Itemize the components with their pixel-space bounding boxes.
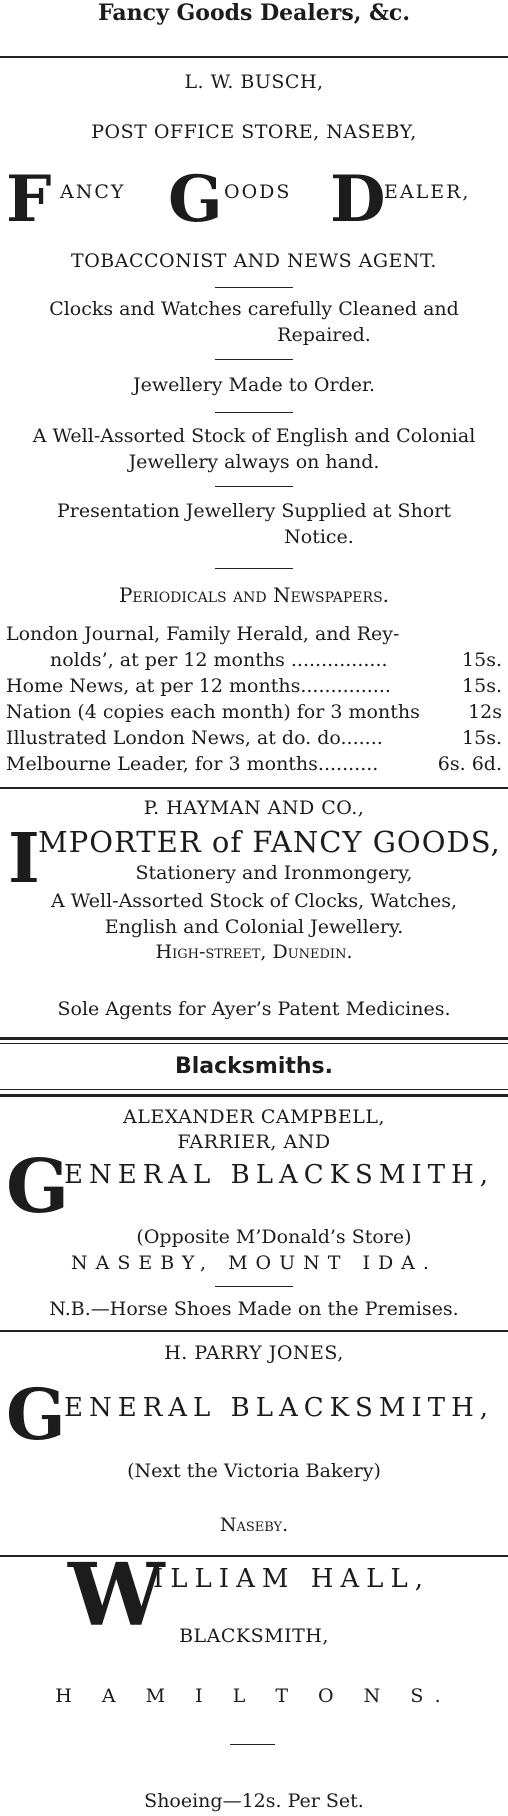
title-fragment: ANCY (60, 181, 126, 203)
advert-text: Notice. (284, 526, 354, 548)
advert-price: Shoeing—12s. Per Set. (144, 1790, 364, 1812)
advert-town: Naseby. (219, 1514, 289, 1536)
short-divider (230, 1744, 275, 1745)
advert-title: MPORTER of FANCY GOODS, (38, 825, 501, 859)
advert-text: Clocks and Watches carefully Cleaned and (49, 298, 459, 320)
price-line (50, 649, 502, 671)
short-divider (215, 568, 293, 569)
advert-title: ENERAL BLACKSMITH, (64, 1160, 495, 1190)
advert-town: H A M I L T O N S. (55, 1685, 453, 1707)
decorative-initial-g: G (6, 1373, 66, 1456)
divider (0, 787, 508, 789)
decorative-initial-i: I (8, 819, 40, 899)
advert-text: English and Colonial Jewellery. (104, 916, 404, 938)
advert-title: ILLIAM HALL, (153, 1564, 430, 1594)
price-value: 15s. (462, 675, 502, 697)
advertiser-name: ALEXANDER CAMPBELL, (123, 1106, 385, 1128)
double-divider-top (0, 1037, 508, 1040)
price-item: Nation (4 copies each month) for 3 months (6, 701, 420, 723)
advertiser-address: POST OFFICE STORE, NASEBY, (91, 121, 417, 143)
advertiser-name: L. W. BUSCH, (184, 71, 324, 93)
double-divider-top (0, 1089, 508, 1090)
price-value: 15s. (462, 649, 502, 671)
advert-text: FARRIER, AND (177, 1131, 331, 1153)
decorative-initial-w: W (68, 1545, 165, 1646)
price-item: nolds’, at per 12 months ................ (50, 649, 388, 671)
advert-subtitle: TOBACCONIST AND NEWS AGENT. (71, 250, 437, 272)
price-line (6, 753, 502, 775)
price-line (6, 623, 502, 645)
price-value: 12s (468, 701, 502, 723)
price-item: London Journal, Family Herald, and Rey- (6, 623, 400, 645)
section-header-fancy-goods: Fancy Goods Dealers, &c. (98, 0, 410, 26)
price-item: Melbourne Leader, for 3 months.......... (6, 753, 379, 775)
short-divider (215, 359, 293, 360)
advertiser-name: H. PARRY JONES, (164, 1342, 344, 1364)
advert-text: Jewellery always on hand. (128, 451, 380, 473)
advert-trade: BLACKSMITH, (179, 1625, 329, 1647)
advert-note: N.B.—Horse Shoes Made on the Premises. (49, 1298, 459, 1320)
title-fragment: OODS (224, 181, 292, 203)
advert-location: NASEBY, MOUNT IDA. (71, 1252, 437, 1274)
double-divider-bottom (0, 1043, 508, 1044)
decorative-initial-d: D (330, 162, 386, 237)
advert-text: Jewellery Made to Order. (132, 374, 376, 396)
price-item: Home News, at per 12 months............... (6, 675, 391, 697)
advert-address: High-street, Dunedin. (155, 941, 353, 963)
advert-text: Repaired. (277, 324, 371, 346)
periodicals-heading: Periodicals and Newspapers. (118, 583, 390, 607)
decorative-initial-f: F (6, 162, 52, 237)
advertiser-name: P. HAYMAN AND CO., (143, 797, 365, 819)
advert-text: Stationery and Ironmongery, (135, 862, 413, 884)
price-line (6, 727, 502, 749)
title-fragment: EALER, (384, 181, 471, 203)
advert-text: (Next the Victoria Bakery) (127, 1460, 381, 1482)
price-line (6, 675, 502, 697)
price-line (6, 701, 502, 723)
advert-text: A Well-Assorted Stock of English and Colonial (32, 425, 476, 447)
short-divider (215, 287, 293, 288)
advert-text: Presentation Jewellery Supplied at Short (57, 500, 451, 522)
advert-text: Sole Agents for Ayer’s Patent Medicines. (57, 998, 451, 1020)
advert-text: (Opposite M’Donald’s Store) (136, 1226, 412, 1248)
price-item: Illustrated London News, at do. do....... (6, 727, 383, 749)
short-divider (215, 486, 293, 487)
short-divider (215, 412, 293, 413)
divider (0, 1330, 508, 1332)
decorative-initial-g: G (168, 162, 223, 237)
price-value: 15s. (462, 727, 502, 749)
price-value: 6s. 6d. (437, 753, 502, 775)
double-divider-bottom (0, 1094, 508, 1097)
decorative-initial-g: G (6, 1144, 70, 1230)
advert-text: A Well-Assorted Stock of Clocks, Watches, (51, 890, 457, 912)
divider (0, 56, 508, 58)
short-divider (215, 1286, 293, 1287)
section-header-blacksmiths: Blacksmiths. (174, 1054, 334, 1079)
advert-title: ENERAL BLACKSMITH, (64, 1393, 495, 1423)
